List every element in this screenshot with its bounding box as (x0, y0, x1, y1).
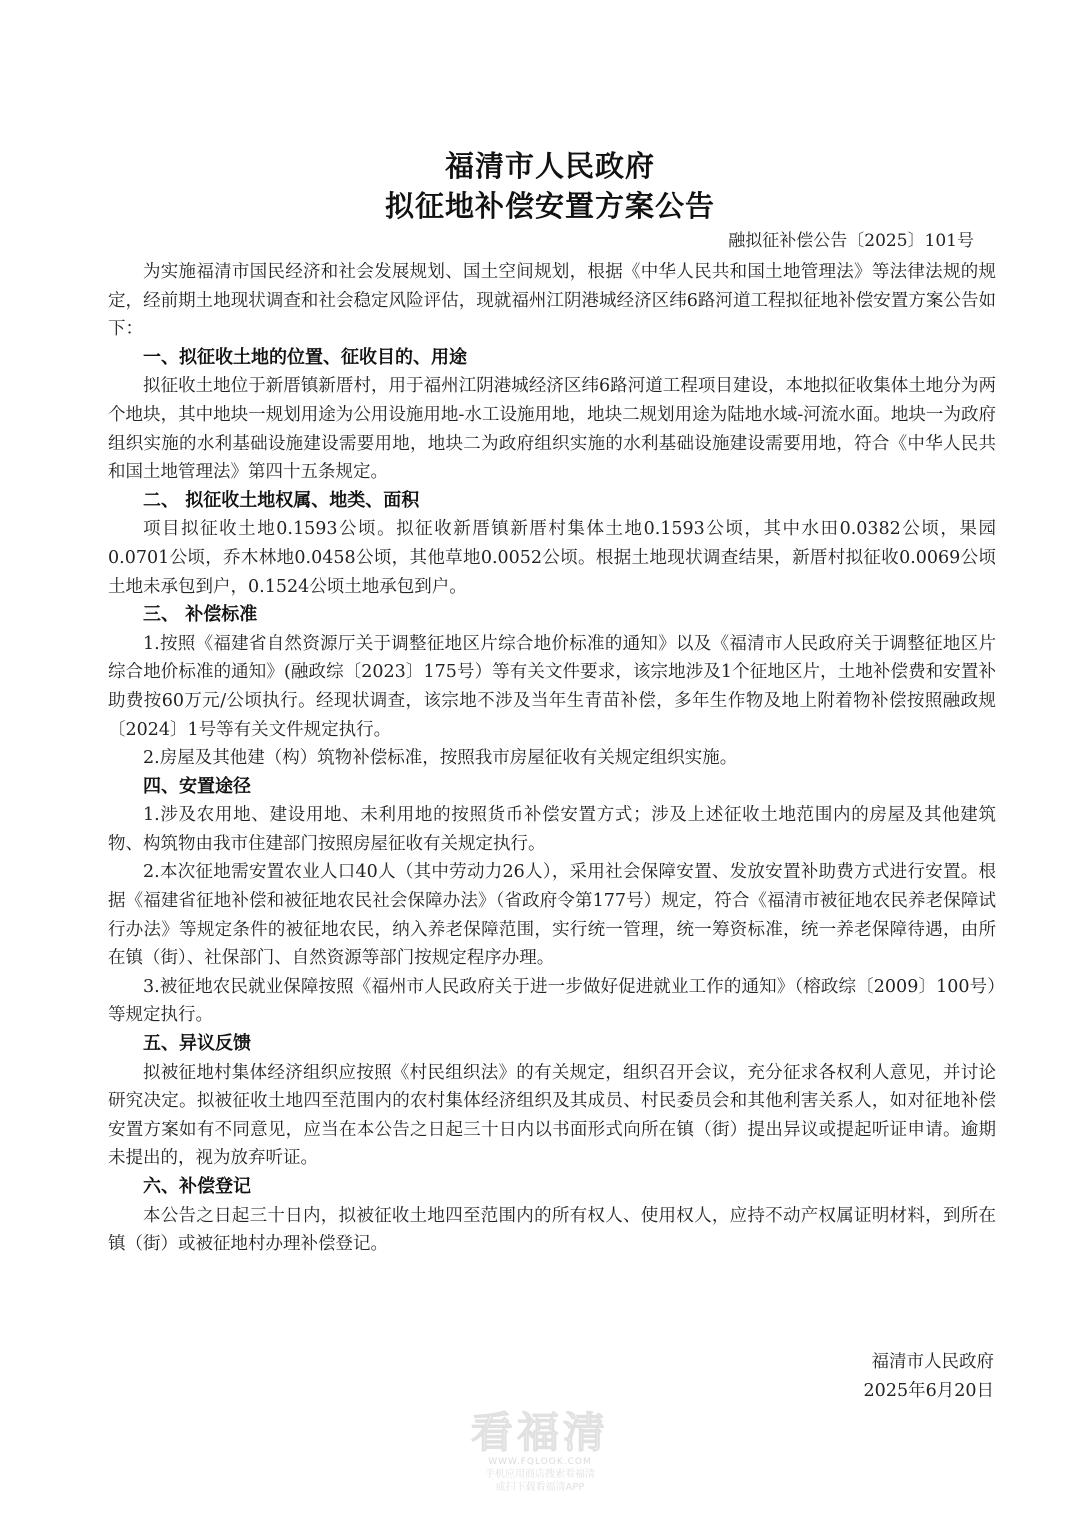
watermark-slogan-1: 手机应用商店搜索看福清 (485, 1469, 595, 1480)
section-4-paragraph-2: 2.本次征地需安置农业人口40人（其中劳动力26人），采用社会保障安置、发放安置补助费方式进行安置。根据《福建省征地补偿和被征地农民社会保障办法》（省政府令第177号）规定，符合《福清市被征地农民养老保障试行办法》等规定条件的被征地农民，纳入养老保障范围，实行统一管理，统一筹资标准，统一养老保障待遇，由所在镇（街）、社保部门、自然资源等部门按规定程序办理。 (108, 862, 996, 969)
section-3-paragraph-2: 2.房屋及其他建（构）筑物补偿标准，按照我市房屋征收有关规定组织实施。 (143, 748, 738, 769)
intro-paragraph: 为实施福清市国民经济和社会发展规划、国土空间规划，根据《中华人民共和国土地管理法》等法律法规的规定，经前期土地现状调查和社会稳定风险评估，现就福州江阴港城经济区纬6路河道工程拟征地补偿安置方案公告如下： (108, 262, 996, 340)
section-3-paragraph-1: 1.按照《福建省自然资源厅关于调整征地区片综合地价标准的通知》以及《福清市人民政府关于调整征地区片综合地价标准的通知》(融政综〔2023〕175号）等有关文件要求，该宗地涉及1个征地区片，土地补偿费和安置补助费按60万元/公顷执行。经现状调查，该宗地不涉及当年生青苗补偿，多年生作物及地上附着物补偿按照融政规〔2024〕1号等有关文件规定执行。 (108, 633, 996, 740)
document-number: 融拟征补偿公告〔2025〕101号 (728, 231, 974, 251)
watermark-slogan-2: 或扫下载看福清APP (495, 1482, 585, 1493)
section-heading-1: 一、拟征收土地的位置、征收目的、用途 (143, 346, 467, 368)
issuer-name: 福清市人民政府 (871, 1352, 994, 1372)
section-4-paragraph-3: 3.被征地农民就业保障按照《福州市人民政府关于进一步做好促进就业工作的通知》（榕政综〔2009〕100号）等规定执行。 (108, 976, 996, 1026)
section-heading-5: 五、异议反馈 (143, 1033, 251, 1055)
section-6-paragraph: 本公告之日起三十日内，拟被征收土地四至范围内的所有权人、使用权人，应持不动产权属证明材料，到所在镇（街）或被征地村办理补偿登记。 (108, 1205, 996, 1255)
document-body (108, 258, 996, 1259)
section-5-paragraph: 拟被征地村集体经济组织应按照《村民组织法》的有关规定，组织召开会议，充分征求各权利人意见，并讨论研究决定。拟被征收土地四至范围内的农村集体经济组织及其成员、村民委员会和其他利害关系人，如对征地补偿安置方案如有不同意见，应当在本公告之日起三十日内以书面形式向所在镇（街）提出异议或提起听证申请。逾期未提出的，视为放弃听证。 (108, 1062, 996, 1169)
section-heading-6: 六、补偿登记 (143, 1176, 251, 1197)
watermark-logo: 看福清 (470, 1408, 609, 1457)
page-title: 拟征地补偿安置方案公告 (384, 189, 715, 223)
watermark-url: WWW.FQLOOK.COM (488, 1457, 592, 1467)
section-heading-3: 三、 补偿标准 (143, 604, 258, 626)
section-4-paragraph-1: 1.涉及农用地、建设用地、未利用地的按照货币补偿安置方式；涉及上述征收土地范围内的房屋及其他建筑物、构筑物由我市住建部门按照房屋征收有关规定执行。 (108, 805, 996, 854)
section-heading-4: 四、安置途径 (143, 775, 251, 797)
section-heading-2: 二、 拟征收土地权属、地类、面积 (143, 489, 420, 511)
closing-signature (864, 1348, 994, 1406)
title-block (0, 146, 1080, 226)
section-1-paragraph: 拟征收土地位于新厝镇新厝村，用于福州江阴港城经济区纬6路河道工程项目建设，本地拟征收集体土地分为两个地块，其中地块一规划用途为公用设施用地-水工设施用地，地块二规划用途为陆地水域-河流水面。地块一为政府组织实施的水利基础设施建设需要用地，地块二为政府组织实施的水利基础设施建设需要用地，符合《中华人民共和国土地管理法》第四十五条规定。 (108, 376, 996, 483)
issue-date: 2025年6月20日 (863, 1381, 994, 1401)
page-title-issuer: 福清市人民政府 (444, 149, 655, 183)
section-2-paragraph: 项目拟征收土地0.1593公顷。拟征收新厝镇新厝村集体土地0.1593公顷，其中水田0.0382公顷，果园0.0701公顷，乔木林地0.0458公顷，其他草地0.0052公顷。根据土地现状调查结果，新厝村拟征收0.0069公顷土地未承包到户，0.1524公顷土地承包到户。 (108, 519, 996, 597)
watermark (455, 1410, 625, 1494)
